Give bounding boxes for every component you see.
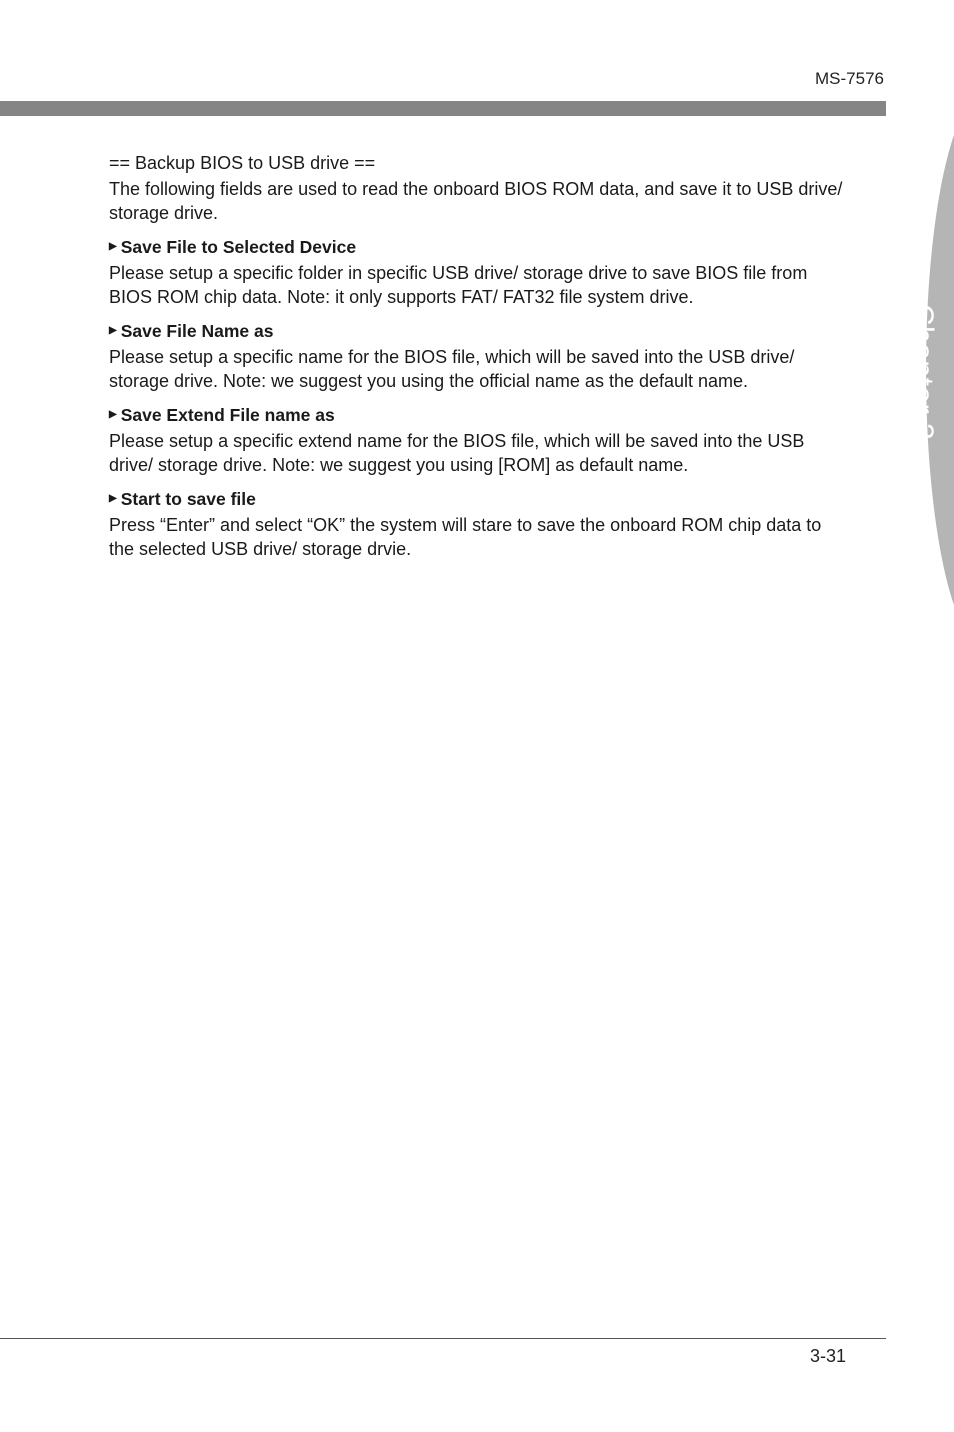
- triangle-bullet-icon: ▶: [109, 241, 117, 252]
- model-number: MS-7576: [815, 69, 884, 88]
- footer-rule: [0, 1338, 886, 1339]
- item-title-save-file-name-as: [109, 319, 847, 343]
- triangle-bullet-icon: ▶: [109, 409, 117, 420]
- triangle-bullet-icon: ▶: [109, 325, 117, 336]
- section-intro-text: The following fields are used to read the onboard BIOS ROM data, and save it to USB drive/ storage drive.: [109, 179, 843, 223]
- item-description: Please setup a specific extend name for the BIOS file, which will be saved into the USB drive/ storage drive. Note: we suggest you using [ROM] as default name.: [109, 431, 805, 475]
- header-bar: [0, 101, 886, 116]
- item-title-start-to-save-file: [109, 487, 847, 511]
- item-title-save-file-to-selected-device: [109, 235, 847, 259]
- item-description: Please setup a specific folder in specific USB drive/ storage drive to save BIOS file from BIOS ROM chip data. Note: it only supports FAT/ FAT32 file system drive.: [109, 263, 808, 307]
- main-content: [109, 151, 847, 571]
- item-description: Please setup a specific name for the BIOS file, which will be saved into the USB drive/ storage drive. Note: we suggest you using the official name as the default name.: [109, 347, 795, 391]
- item-title-text: Save File Name as: [120, 321, 274, 341]
- item-title-save-extend-file-name-as: [109, 403, 847, 427]
- item-title-text: Save File to Selected Device: [120, 237, 357, 257]
- item-title-text: Save Extend File name as: [120, 405, 335, 425]
- item-title-text: Start to save file: [120, 489, 256, 509]
- section-heading: == Backup BIOS to USB drive ==: [109, 153, 376, 173]
- item-description: Press “Enter” and select “OK” the system will stare to save the onboard ROM chip data to the selected USB drive/ storage drvie.: [109, 515, 822, 559]
- triangle-bullet-icon: ▶: [109, 493, 117, 504]
- page-number: 3-31: [809, 1346, 846, 1366]
- chapter-label: Chapter 3: [906, 303, 939, 441]
